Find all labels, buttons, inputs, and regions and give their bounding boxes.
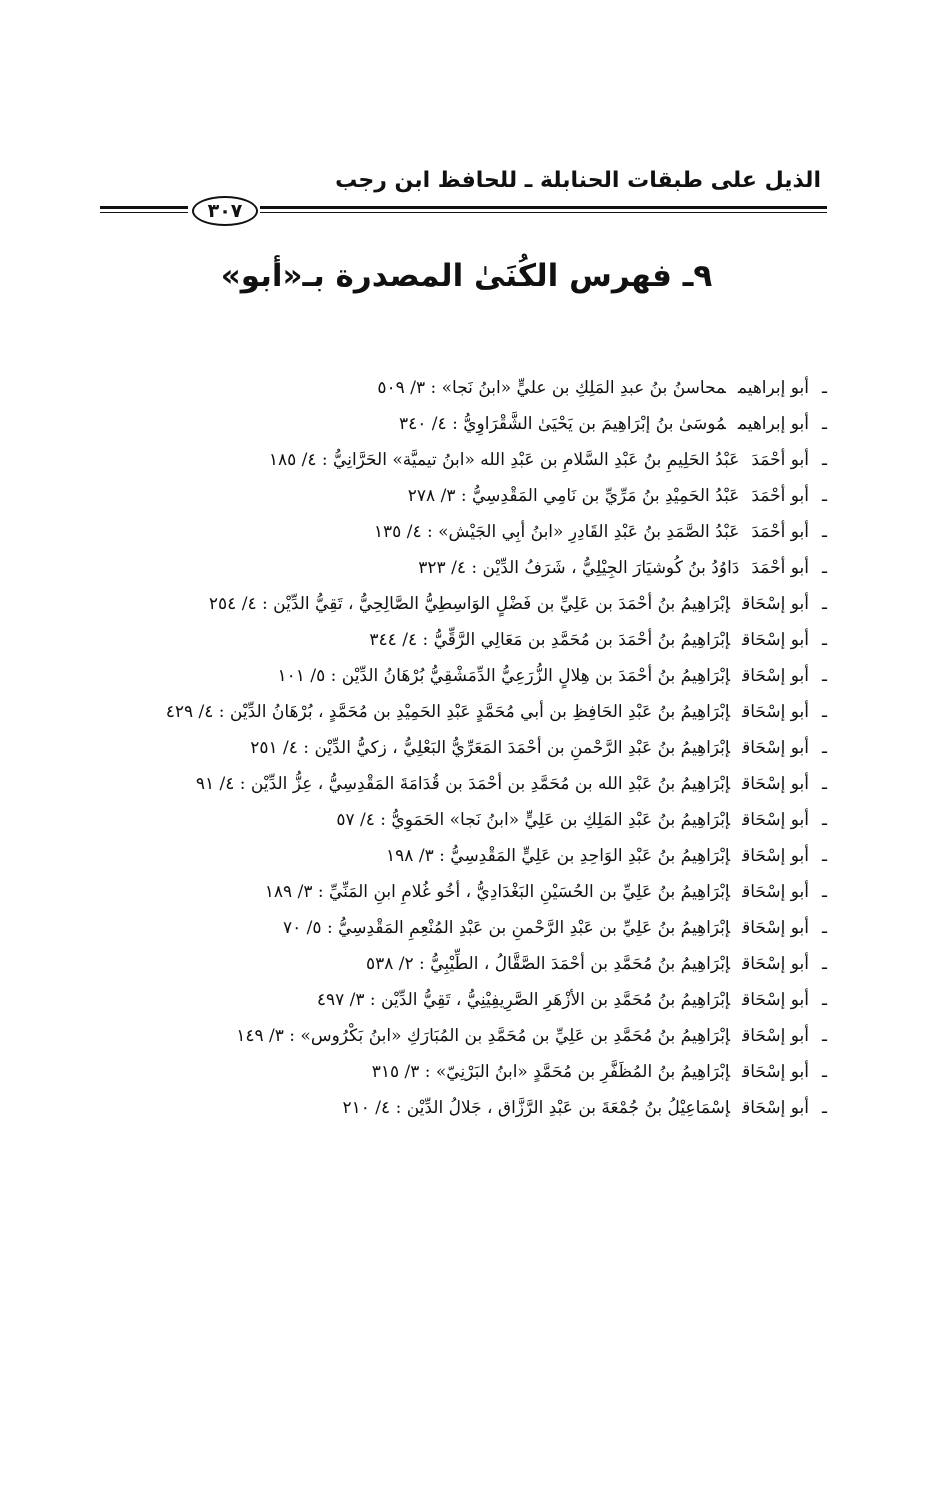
entry-text: إبْرَاهِيمُ بنُ عَلِيِّ بن الحُسَيْنِ البَغْدَادِيُّ ، أخُو غُلامِ ابنِ المَنِّيِّ : ٣/ ١٨٩ [264, 882, 731, 902]
entry-dash: ـ [822, 846, 827, 866]
index-entry [67, 1054, 827, 1090]
entry-text: إبْرَاهِيمُ بنُ مُحَمَّدِ بن الأزْهَرِ الصَّرِيفِيْنِيُّ ، تَقِيُّ الدِّيْن : ٣/ ٤٩٧ [316, 990, 731, 1010]
index-entry [67, 730, 827, 766]
index-entry [67, 370, 827, 406]
entry-dash: ـ [822, 522, 827, 542]
entry-text: عَبْدُ الحَلِيمِ بنُ عَبْدِ السَّلامِ بن عَبْدِ الله «ابنُ تيميَّة» الحَرَّانِيُّ : ٤/ ١٨٥ [268, 450, 740, 470]
entry-kunya: أبو إسْحَاق [742, 702, 809, 722]
entry-dash: ـ [822, 666, 827, 686]
entry-text: عَبْدُ الحَمِيْدِ بنُ مَرِّيِّ بن نَامِي المَقْدِسِيُّ : ٣/ ٢٧٨ [407, 486, 740, 506]
entry-text: دَاوُدُ بنُ كُوشيَارَ الجِيْلِيُّ ، شَرَفُ الدِّيْن : ٤/ ٣٢٣ [418, 558, 740, 578]
entry-dash: ـ [822, 630, 827, 650]
index-entry [67, 550, 827, 586]
entry-dash: ـ [822, 810, 827, 830]
entry-text: إبْرَاهِيمُ بنُ أحْمَدَ بن مُحَمَّدِ بن مَعَالِي الرَّقِّيُّ : ٤/ ٣٤٤ [369, 630, 731, 650]
entry-kunya: أبو إسْحَاق [742, 810, 809, 830]
section-title: ٩ـ فهرس الكُنَىٰ المصدرة بـ«أبو» [220, 258, 713, 294]
index-entry [67, 442, 827, 478]
entry-kunya: أبو أحْمَدَ [751, 486, 809, 506]
rule-line [260, 212, 827, 213]
index-entry [67, 874, 827, 910]
index-entry [67, 1018, 827, 1054]
index-entry [67, 514, 827, 550]
entry-dash: ـ [822, 378, 827, 398]
entry-text: إبْرَاهِيمُ بنُ عَبْدِ المَلِكِ بن عَلِيٍّ «ابنُ نَجا» الحَمَوِيُّ : ٤/ ٥٧ [336, 810, 731, 830]
index-entry [67, 1090, 827, 1126]
entry-kunya: أبو إسْحَاق [742, 1062, 809, 1082]
entry-kunya: أبو أحْمَدَ [751, 522, 809, 542]
entry-kunya: أبو إسْحَاق [742, 1026, 809, 1046]
index-entry [67, 802, 827, 838]
entry-kunya: أبو إسْحَاق [742, 990, 809, 1010]
entry-dash: ـ [822, 918, 827, 938]
index-entry [67, 838, 827, 874]
index-entry [67, 910, 827, 946]
index-entries [67, 370, 827, 1126]
entry-text: عَبْدُ الصَّمَدِ بنُ عَبْدِ القَادِرِ «ابنُ أبِي الجَيْش» : ٤/ ١٣٥ [373, 522, 740, 542]
index-entry [67, 982, 827, 1018]
rule-line [100, 212, 188, 213]
page-number: ٣٠٧ [192, 196, 258, 226]
entry-dash: ـ [822, 882, 827, 902]
entry-kunya: أبو إسْحَاق [742, 846, 809, 866]
index-entry [67, 586, 827, 622]
entry-kunya: أبو إسْحَاق [742, 954, 809, 974]
rule-line [260, 206, 827, 209]
entry-text: إبْرَاهِيمُ بنُ مُحَمَّدِ بن عَلِيِّ بن مُحَمَّدِ بن المُبَارَكِ «ابنُ بَكْرُوس» : ٣/ ١٤٩ [236, 1026, 731, 1046]
entry-kunya: أبو أحْمَدَ [751, 558, 809, 578]
entry-text: إبْرَاهِيمُ بنُ المُظَفَّرِ بن مُحَمَّدٍ «ابنُ البَرْنِيّ» : ٣/ ٣١٥ [371, 1062, 731, 1082]
entry-dash: ـ [822, 1062, 827, 1082]
entry-dash: ـ [822, 954, 827, 974]
entry-dash: ـ [822, 774, 827, 794]
index-entry [67, 946, 827, 982]
entry-text: إبْرَاهِيمُ بنُ أحْمَدَ بن عَلِيِّ بن فَضْلٍ الوَاسِطِيُّ الصَّالِحِيُّ ، تَقِيُّ الدِّيْن : ٤/ ٢٥٤ [208, 594, 731, 614]
entry-text: إبْرَاهِيمُ بنُ عَبْدِ الرَّحْمنِ بن أحْمَدَ المَعَرِّيُّ البَعْلِيُّ ، زكيُّ الدِّيْن : ٤/ ٢٥١ [250, 738, 731, 758]
entry-dash: ـ [822, 1026, 827, 1046]
entry-dash: ـ [822, 414, 827, 434]
entry-text: إسْمَاعِيْلُ بنُ جُمْعَةَ بن عَبْدِ الرَّزَّاق ، جَلالُ الدِّيْن : ٤/ ٢١٠ [342, 1098, 731, 1118]
entry-kunya: أبو إسْحَاق [742, 1098, 809, 1118]
index-entry [67, 622, 827, 658]
entry-kunya: أبو إبراهيم [737, 378, 809, 398]
entry-dash: ـ [822, 702, 827, 722]
entry-dash: ـ [822, 990, 827, 1010]
entry-dash: ـ [822, 1098, 827, 1118]
index-entry [67, 766, 827, 802]
entry-kunya: أبو إبراهيم [737, 414, 809, 434]
entry-dash: ـ [822, 558, 827, 578]
entry-text: إبْرَاهِيمُ بنُ عَلِيِّ بن عَبْدِ الرَّحْمنِ بن عَبْدِ المُنْعِمِ المَقْدِسِيُّ : ٥/ ٧٠ [283, 918, 731, 938]
index-entry [67, 694, 827, 730]
entry-dash: ـ [822, 738, 827, 758]
entry-dash: ـ [822, 486, 827, 506]
entry-text: إبْرَاهِيمُ بنُ مُحَمَّدِ بن أحْمَدَ الصَّقَّالُ ، الطِّيْبِيُّ : ٢/ ٥٣٨ [365, 954, 731, 974]
index-entry [67, 478, 827, 514]
header-rule [100, 196, 827, 230]
entry-text: إبْرَاهِيمُ بنُ عَبْدِ الوَاحِدِ بن عَلِيٍّ المَقْدِسِيُّ : ٣/ ١٩٨ [386, 846, 731, 866]
entry-kunya: أبو إسْحَاق [742, 882, 809, 902]
entry-kunya: أبو إسْحَاق [742, 594, 809, 614]
entry-text: إبْرَاهِيمُ بنُ عَبْدِ الحَافِظِ بن أبي مُحَمَّدٍ عَبْدِ الحَمِيْدِ بن مُحَمَّدٍ ، بُرْهَانُ الدِّيْن : ٤/ ٤٢٩ [165, 702, 731, 722]
entry-kunya: أبو إسْحَاق [742, 738, 809, 758]
entry-kunya: أبو إسْحَاق [742, 630, 809, 650]
entry-kunya: أبو أحْمَدَ [751, 450, 809, 470]
index-entry [67, 406, 827, 442]
entry-text: محاسنُ بنُ عبدِ المَلِكِ بن عليٍّ «ابنُ نَجا» : ٣/ ٥٠٩ [377, 378, 726, 398]
entry-text: إبْرَاهِيمُ بنُ عَبْدِ الله بن مُحَمَّدِ بن أحْمَدَ بن قُدَامَةَ المَقْدِسِيُّ ، عِزُّ الدِّيْن : ٤/ ٩١ [195, 774, 731, 794]
entry-kunya: أبو إسْحَاق [742, 918, 809, 938]
entry-dash: ـ [822, 594, 827, 614]
running-header: الذيل على طبقات الحنابلة ـ للحافظ ابن رجب [335, 168, 821, 193]
entry-text: إبْرَاهِيمُ بنُ أحْمَدَ بن هِلالٍ الزُّرَعِيُّ الدِّمَشْقِيُّ بُرْهَانُ الدِّيْن : ٥/ ١٠١ [277, 666, 731, 686]
rule-line [100, 206, 188, 209]
entry-kunya: أبو إسْحَاق [742, 666, 809, 686]
entry-dash: ـ [822, 450, 827, 470]
entry-text: مُوسَىٰ بنُ إبْرَاهِيمَ بن يَحْيَىٰ الشَّقْرَاوِيُّ : ٤/ ٣٤٠ [399, 414, 726, 434]
index-entry [67, 658, 827, 694]
entry-kunya: أبو إسْحَاق [742, 774, 809, 794]
